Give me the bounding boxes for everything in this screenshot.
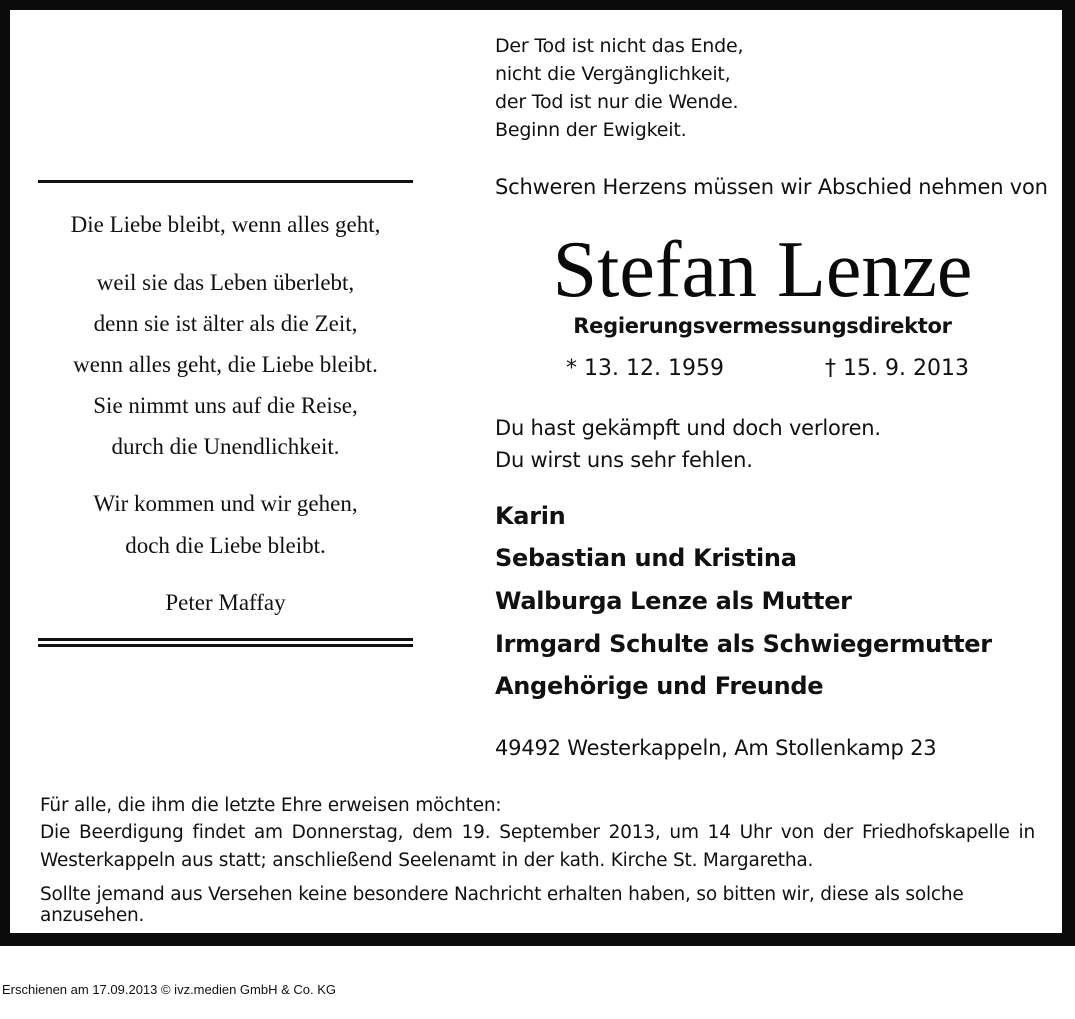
funeral-intro: Für alle, die ihm die letzte Ehre erweisen möchten: [40, 795, 502, 816]
death-date: † 15. 9. 2013 [825, 356, 969, 381]
family-member: Sebastian und Kristina [495, 544, 797, 572]
poem-bottom-rule [38, 638, 413, 641]
message-line: Du wirst uns sehr fehlen. [495, 448, 753, 472]
quote-line: Beginn der Ewigkeit. [495, 119, 687, 141]
family-member: Angehörige und Freunde [495, 672, 824, 700]
notice-body [10, 10, 1062, 933]
poem-line: weil sie das Leben überlebt, [96, 270, 355, 295]
publication-credit: Erschienen am 17.09.2013 © ivz.medien GmbH & Co. KG [2, 982, 337, 997]
poem-line: Sie nimmt uns auf die Reise, [93, 393, 358, 418]
funeral-note: Sollte jemand aus Versehen keine besondere Nachricht erhalten haben, so bitten wir, diese als solche anzusehen. [40, 884, 964, 926]
funeral-details: Die Beerdigung findet am Donnerstag, dem 19. September 2013, um 14 Uhr von der Friedhofskapelle in [40, 822, 1035, 843]
deceased-name: Stefan Lenze [552, 226, 973, 314]
family-member: Karin [495, 502, 566, 530]
message-line: Du hast gekämpft und doch verloren. [495, 416, 881, 440]
quote-line: Der Tod ist nicht das Ende, [495, 35, 744, 57]
funeral-details: Westerkappeln aus statt; anschließend Seelenamt in der kath. Kirche St. Margaretha. [40, 850, 814, 871]
poem-author: Peter Maffay [165, 590, 286, 615]
poem-line: denn sie ist älter als die Zeit, [93, 311, 358, 336]
quote-line: nicht die Vergänglichkeit, [495, 63, 731, 85]
poem-line: Wir kommen und wir gehen, [93, 491, 358, 516]
birth-date: * 13. 12. 1959 [566, 356, 724, 381]
deceased-title: Regierungsvermessungsdirektor [573, 314, 952, 338]
notice-intro: Schweren Herzens müssen wir Abschied nehmen von [495, 175, 1048, 199]
poem-line: durch die Unendlichkeit. [111, 434, 340, 459]
poem-bottom-rule [38, 644, 413, 647]
quote-line: der Tod ist nur die Wende. [495, 91, 739, 113]
poem-line: doch die Liebe bleibt. [125, 533, 326, 558]
poem-line: wenn alles geht, die Liebe bleibt. [73, 352, 378, 377]
poem-line: Die Liebe bleibt, wenn alles geht, [70, 212, 381, 237]
family-address: 49492 Westerkappeln, Am Stollenkamp 23 [495, 736, 937, 760]
poem-top-rule [38, 180, 413, 183]
family-member: Walburga Lenze als Mutter [495, 587, 852, 615]
family-member: Irmgard Schulte als Schwiegermutter [495, 630, 992, 658]
